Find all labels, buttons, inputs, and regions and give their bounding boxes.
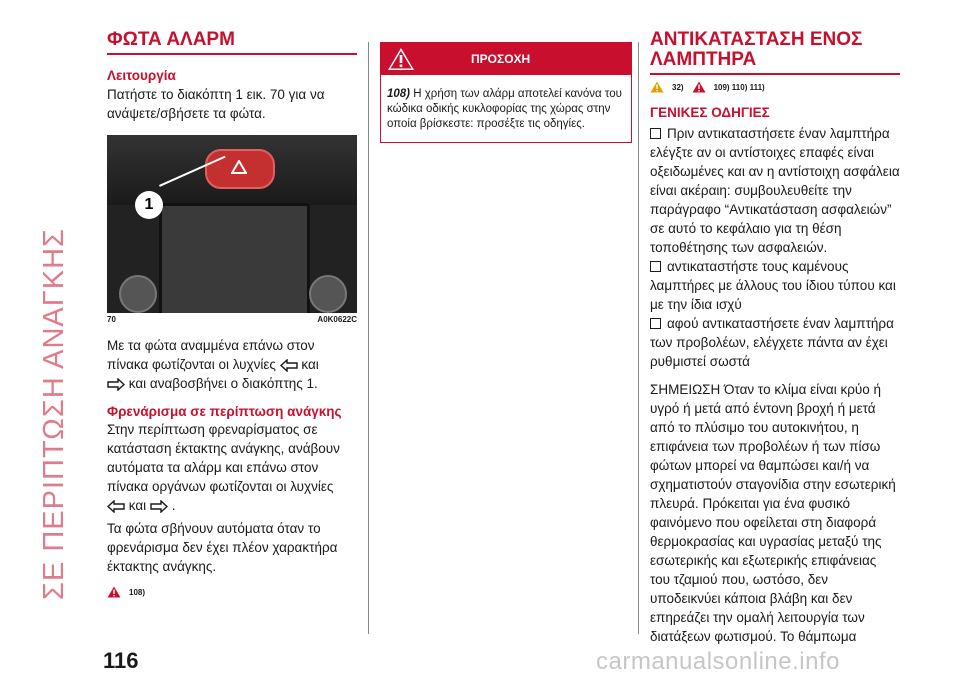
- warning-header: [381, 43, 631, 75]
- warning-number: 108): [387, 88, 411, 100]
- warning-text: Η χρήση των αλάρμ αποτελεί κανόνα του κώδικα οδικής κυκλοφορίας της χώρας στην οποία βρίσκεστε: προσέξτε τις οδηγίες.: [387, 88, 622, 130]
- column-divider: [638, 42, 639, 634]
- paragraph-operation: Πατήστε το διακόπτη 1 εικ. 70 για να ανάψετε/σβήσετε τα φώτα.: [107, 87, 325, 121]
- column-warning: [380, 42, 630, 143]
- infotainment-screen: [159, 203, 310, 313]
- figure-callout-1: 1: [135, 191, 163, 219]
- turn-left-arrow-icon: [280, 359, 298, 372]
- warning-body: [381, 75, 631, 142]
- page-number: 116: [103, 648, 139, 673]
- dashboard-figure: [107, 135, 357, 313]
- column-hazard-lights: [107, 30, 357, 598]
- column-divider: [368, 42, 369, 634]
- subheading-general: ΓΕΝΙΚΕΣ ΟΔΗΓΙΕΣ: [650, 105, 770, 120]
- right-knob: [309, 275, 347, 313]
- warning-title: ΠΡΟΣΟΧΗ: [471, 52, 531, 66]
- turn-right-arrow-icon: [150, 500, 168, 513]
- section-title-bulb: ΑΝΤΙΚΑΤΑΣΤΑΣΗ ΕΝΟΣ ΛΑΜΠΤΗΡΑ: [650, 30, 900, 75]
- warning-triangle-icon: [650, 81, 664, 93]
- figure-number: 70: [107, 315, 116, 324]
- bullet-item: αντικαταστήστε τους καμένους λαμπτήρες με άλλους του ίδιου τύπου και με την ίδια ισχύ: [650, 259, 896, 312]
- bullet-item: αφού αντικαταστήσετε έναν λαμπτήρα των προβολέων, ελέγχετε πάντα αν έχει ρυθμιστεί σωστά: [650, 316, 894, 369]
- paragraph-lights-off: Τα φώτα σβήνουν αυτόματα όταν το φρενάρισμα δεν έχει πλέον χαρακτήρα έκτακτης ανάγκης.: [107, 521, 338, 574]
- warning-triangle-icon: [387, 47, 415, 71]
- figure-code: A0K0622C: [317, 315, 357, 324]
- watermark: carmanualsonline.info: [596, 648, 840, 675]
- subheading-emergency-braking: Φρενάρισμα σε περίπτωση ανάγκης: [107, 404, 342, 419]
- section-references: 32) 109) 110) 111): [650, 81, 900, 93]
- figure-caption: [107, 315, 357, 324]
- checkbox-bullet-icon: [650, 128, 661, 139]
- hazard-button-icon: [205, 149, 275, 189]
- checkbox-bullet-icon: [650, 318, 661, 329]
- chapter-side-title: ΣΕ ΠΕΡΙΠΤΩΣΗ ΑΝΑΓΚΗΣ: [38, 228, 70, 600]
- warning-triangle-icon: [692, 81, 706, 93]
- warning-triangle-icon: [107, 586, 121, 598]
- turn-left-arrow-icon: [107, 500, 125, 513]
- section-title-hazard: ΦΩΤΑ ΑΛΑΡΜ: [107, 30, 357, 55]
- paragraph-emergency-braking: Στην περίπτωση φρεναρίσματος σε κατάσταση έκτακτης ανάγκης, ανάβουν αυτόματα τα αλάρμ και επάνω στον πίνακα οργάνων φωτίζονται οι λυχνίες και .: [107, 422, 340, 513]
- left-knob: [119, 275, 157, 313]
- subheading-operation: Λειτουργία: [107, 68, 176, 83]
- column-bulb-replacement: [650, 30, 900, 646]
- paragraph-indicators: Με τα φώτα αναμμένα επάνω στον πίνακα φωτίζονται οι λυχνίες και και αναβοσβήνει ο διακόπτης 1.: [107, 338, 319, 391]
- checkbox-bullet-icon: [650, 261, 661, 272]
- warning-box: [380, 42, 632, 143]
- paragraph-note: ΣΗΜΕΙΩΣΗ Όταν το κλίμα είναι κρύο ή υγρό ή μετά από έντονη βροχή ή μετά από το πλύσιμο του αυτοκινήτου, η επιφάνεια των προβολέων ή των πίσω φώτων μπορεί να θαμπώσει και/ή να σχηματιστούν σταγονίδια στην εσωτερική πλευρά. Πρόκειται για ένα φυσικό φαινόμενο που οφείλεται στη διαφορά θερμοκρασίας και υγρασίας μεταξύ της εσωτερικής και εξωτερικής επιφάνειας του τζαμιού που, ωστόσο, δεν υποδεικνύει κάποια βλάβη και δεν επηρεάζει την ομαλή λειτουργία των διατάξεων φωτισμού. Το θάμπωμα: [650, 382, 896, 644]
- turn-right-arrow-icon: [107, 378, 125, 391]
- warning-reference: 108): [107, 586, 357, 598]
- bullet-item: Πριν αντικαταστήσετε έναν λαμπτήρα ελέγξτε αν οι αντίστοιχες επαφές είναι οξειδωμένες και αν η αντίστοιχη ασφάλεια είναι ακέραιη: συμβουλευθείτε την παράγραφο “Αντικατάσταση ασφαλειών” σε αυτό το κεφάλαιο για τη θέση τοποθέτησης των ασφαλειών.: [650, 126, 900, 255]
